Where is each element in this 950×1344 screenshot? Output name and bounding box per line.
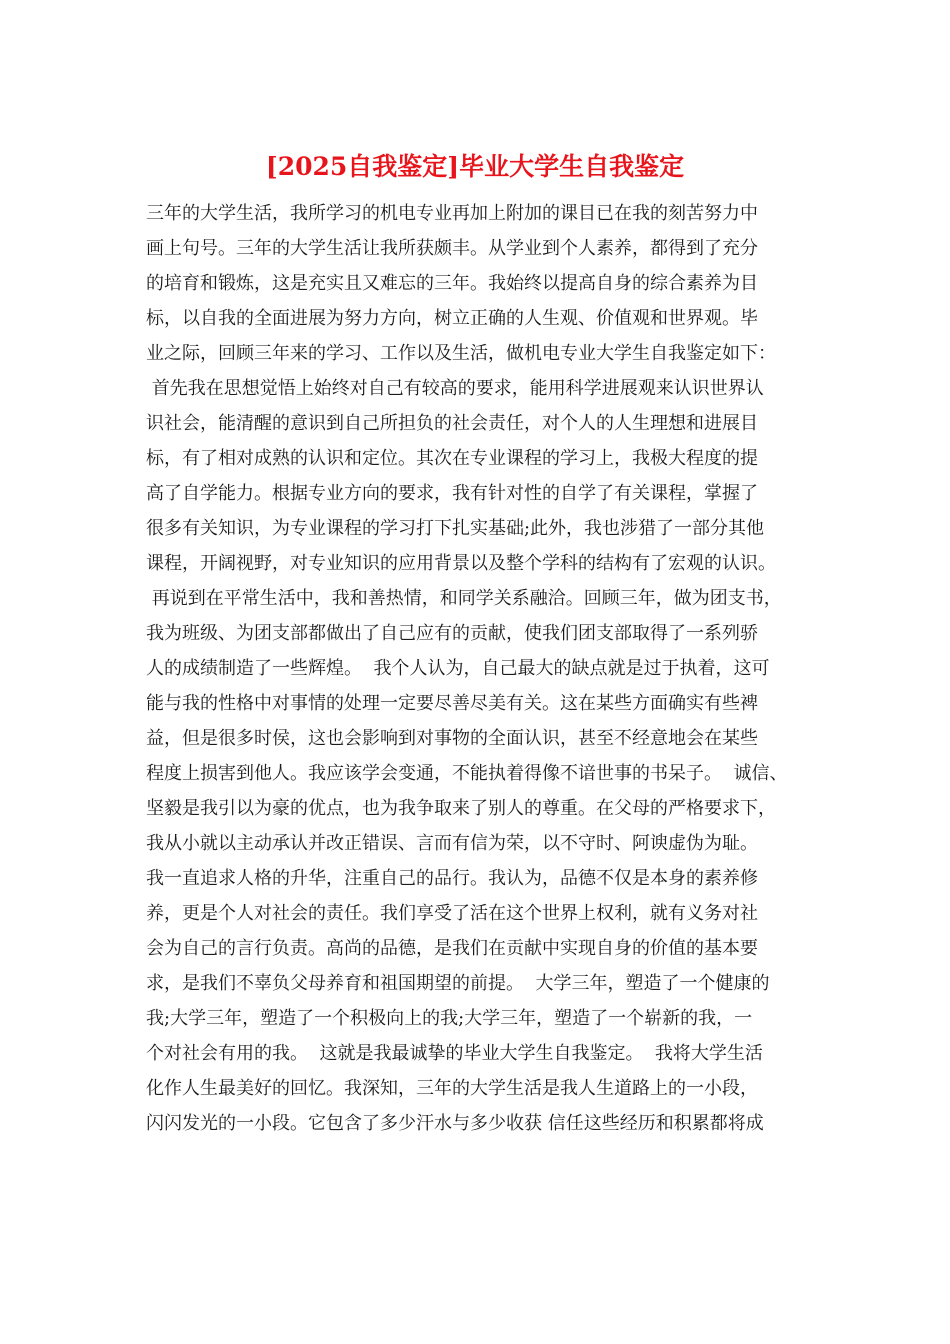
text-line: 闪闪发光的一小段。它包含了多少汗水与多少收获 信任这些经历和积累都将成	[146, 1113, 764, 1134]
text-line: 养，更是个人对社会的责任。我们享受了活在这个世界上权利，就有义务对社	[146, 903, 758, 924]
text-line: 人的成绩制造了一些辉煌。 我个人认为，自己最大的缺点就是过于执着，这可	[146, 658, 770, 679]
text-line: 益，但是很多时侯，这也会影响到对事物的全面认识，甚至不经意地会在某些	[146, 728, 758, 749]
text-line: 标，以自我的全面进展为努力方向，树立正确的人生观、价值观和世界观。毕	[146, 308, 758, 329]
text-line: 再说到在平常生活中，我和善热情，和同学关系融洽。回顾三年，做为团支书，	[146, 588, 782, 609]
text-line: 高了自学能力。根据专业方向的要求，我有针对性的自学了有关课程，掌握了	[146, 483, 758, 504]
text-line: 个对社会有用的我。 这就是我最诚挚的毕业大学生自我鉴定。 我将大学生活	[146, 1043, 763, 1064]
text-line: 能与我的性格中对事情的处理一定要尽善尽美有关。这在某些方面确实有些裨	[146, 693, 758, 714]
text-line: 我从小就以主动承认并改正错误、言而有信为荣，以不守时、阿谀虚伪为耻。	[146, 833, 758, 854]
text-line: 的培育和锻炼，这是充实且又难忘的三年。我始终以提高自身的综合素养为目	[146, 273, 758, 294]
text-line: 三年的大学生活，我所学习的机电专业再加上附加的课目已在我的刻苦努力中	[146, 203, 758, 224]
text-line: 我为班级、为团支部都做出了自己应有的贡献，使我们团支部取得了一系列骄	[146, 623, 758, 644]
text-line: 化作人生最美好的回忆。我深知，三年的大学生活是我人生道路上的一小段，	[146, 1078, 758, 1099]
text-line: 程度上损害到他人。我应该学会变通，不能执着得像不谙世事的书呆子。 诚信、	[146, 763, 788, 784]
text-line: 课程，开阔视野，对专业知识的应用背景以及整个学科的结构有了宏观的认识。	[146, 553, 776, 574]
text-line: 业之际，回顾三年来的学习、工作以及生活，做机电专业大学生自我鉴定如下：	[146, 343, 776, 364]
text-line: 会为自己的言行负责。高尚的品德，是我们在贡献中实现自身的价值的基本要	[146, 938, 758, 959]
document-title: [2025自我鉴定]毕业大学生自我鉴定	[265, 152, 685, 181]
text-line: 识社会，能清醒的意识到自己所担负的社会责任，对个人的人生理想和进展目	[146, 413, 758, 434]
document-body	[146, 196, 806, 1141]
text-line: 标，有了相对成熟的认识和定位。其次在专业课程的学习上，我极大程度的提	[146, 448, 758, 469]
text-line: 我;大学三年，塑造了一个积极向上的我;大学三年，塑造了一个崭新的我，一	[146, 1008, 753, 1029]
text-line: 坚毅是我引以为豪的优点，也为我争取来了别人的尊重。在父母的严格要求下，	[146, 798, 776, 819]
text-line: 求，是我们不辜负父母养育和祖国期望的前提。 大学三年，塑造了一个健康的	[146, 973, 770, 994]
text-line: 首先我在思想觉悟上始终对自己有较高的要求，能用科学进展观来认识世界认	[146, 378, 764, 399]
text-line: 很多有关知识，为专业课程的学习打下扎实基础;此外，我也涉猎了一部分其他	[146, 518, 765, 539]
text-line: 我一直追求人格的升华，注重自己的品行。我认为，品德不仅是本身的素养修	[146, 868, 758, 889]
text-line: 画上句号。三年的大学生活让我所获颇丰。从学业到个人素养，都得到了充分	[146, 238, 758, 259]
